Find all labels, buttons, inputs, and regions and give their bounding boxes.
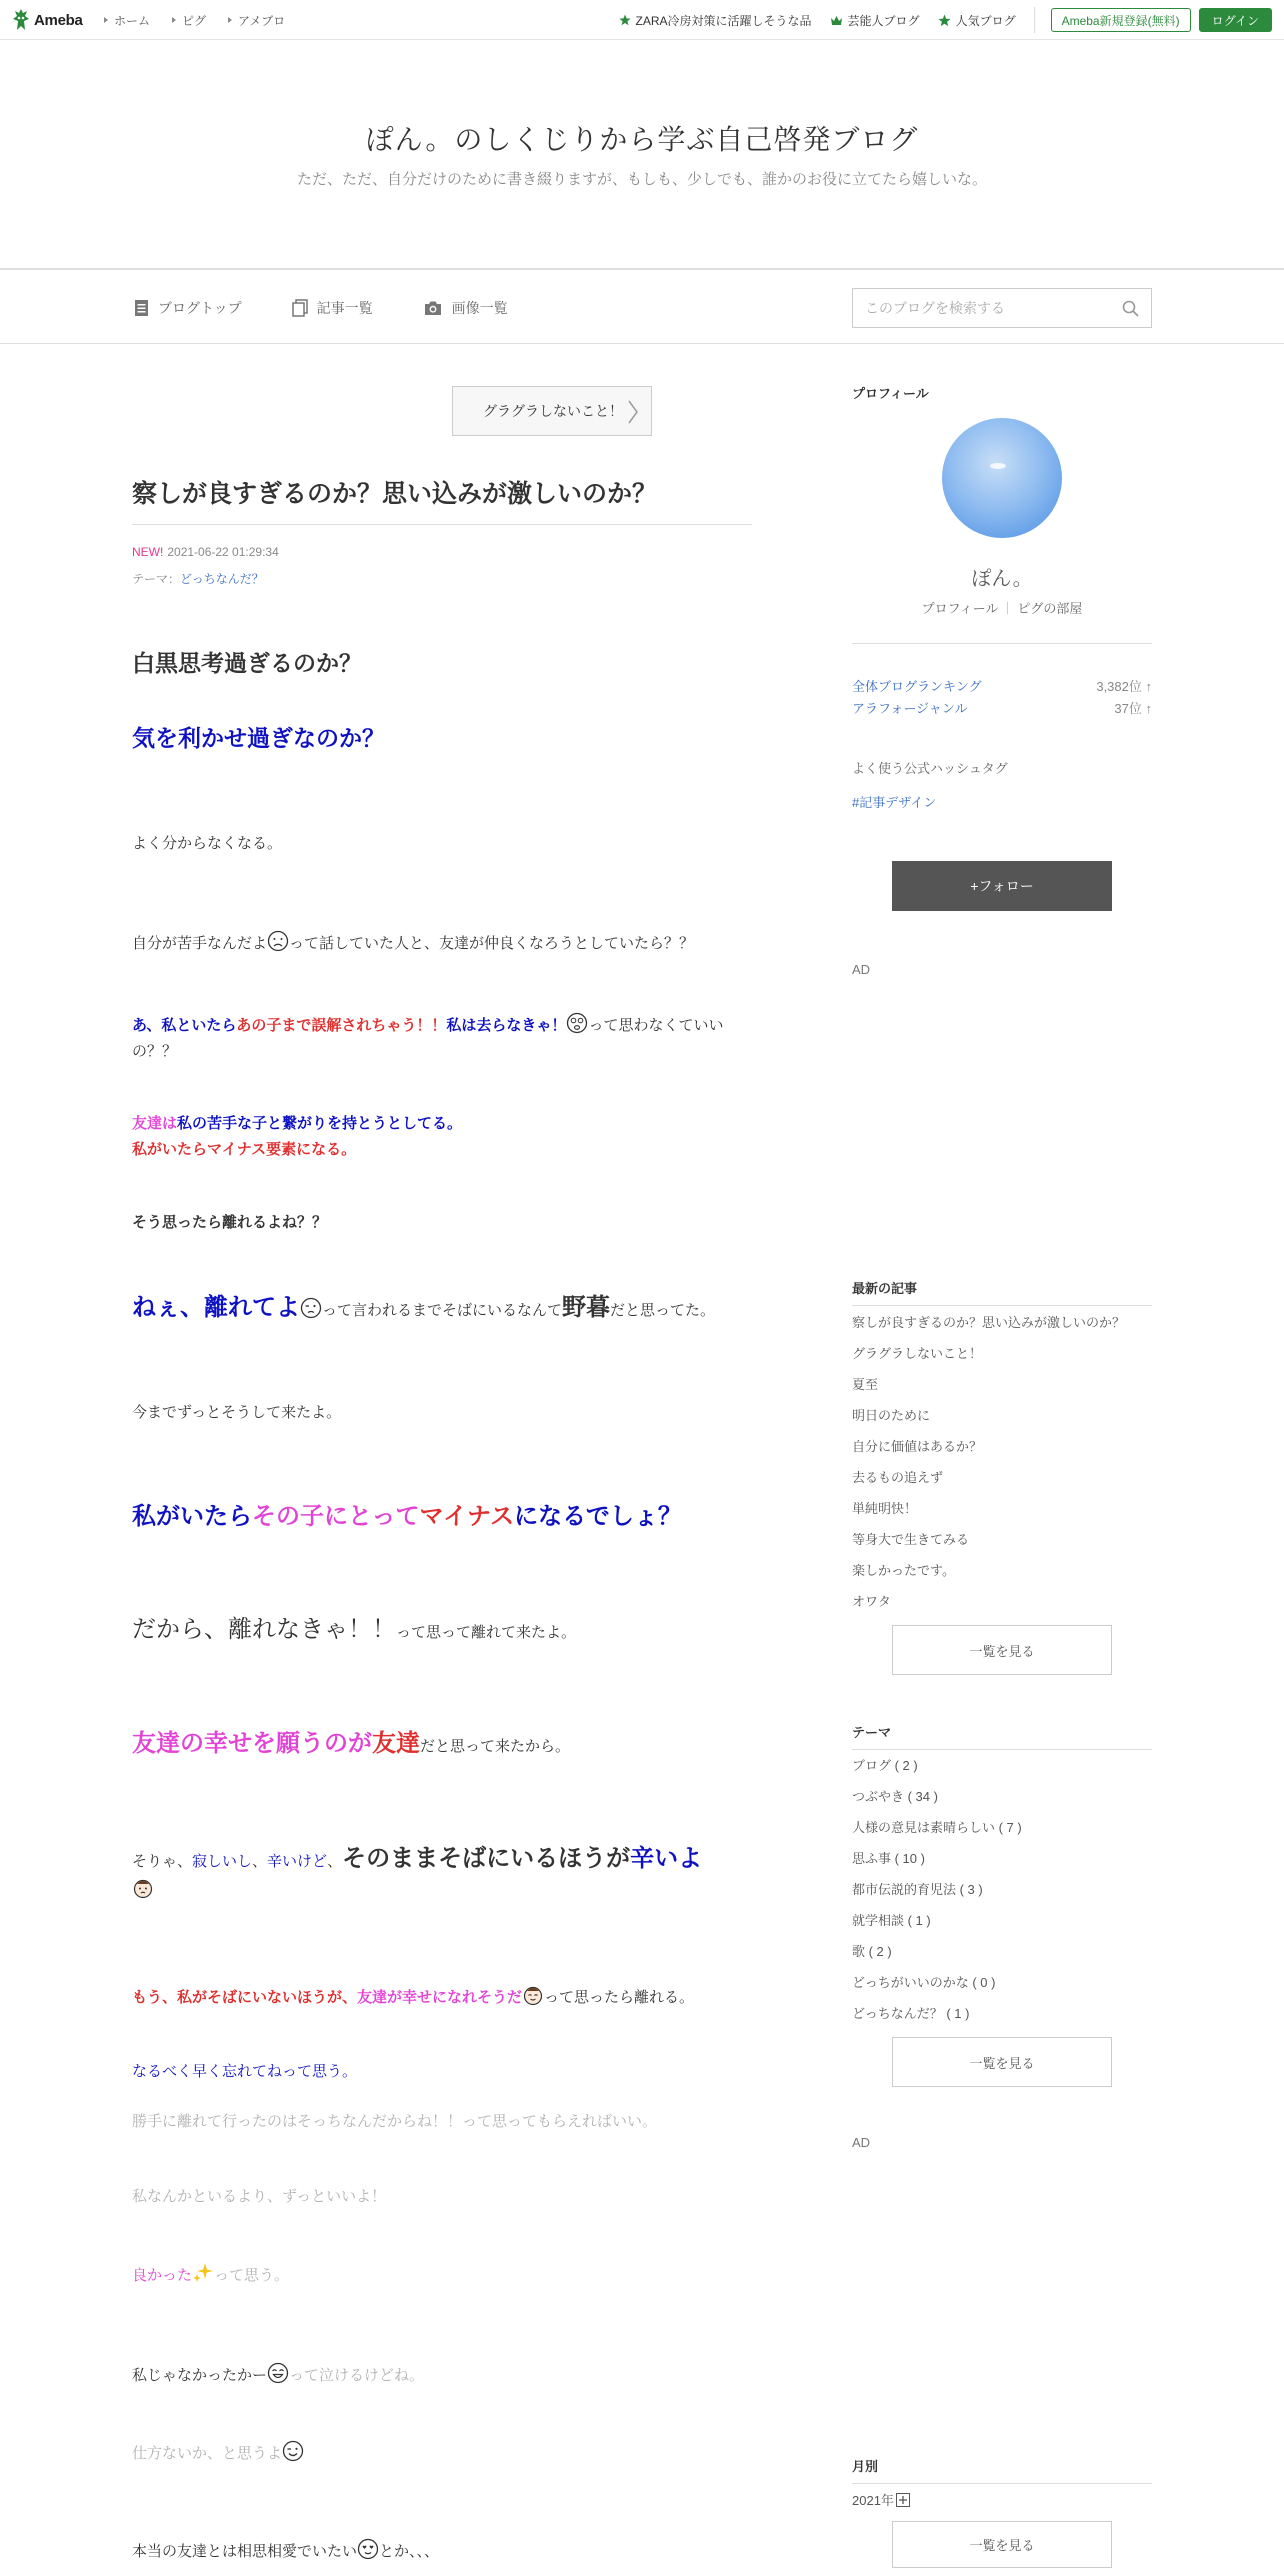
latest-more-button[interactable]: 一覧を見る [892, 1625, 1112, 1675]
text-run: 野暮 [562, 1294, 611, 1321]
text-run: だから、離れなきゃ！！ [132, 1616, 396, 1643]
camera-icon [423, 300, 443, 316]
body-paragraph [132, 1497, 752, 1538]
blog-description: ただ、ただ、自分だけのために書き綴りますが、もしも、少しでも、誰かのお役に立てたら嬉しいな。 [296, 171, 987, 188]
text-run: 私がいたら [132, 1503, 252, 1530]
text-run: その子にとって [252, 1503, 420, 1530]
expand-plus-icon [896, 2493, 910, 2507]
body-paragraph [132, 2440, 752, 2467]
sad-face-icon [267, 930, 289, 952]
text-run: あの子まで誤解されちゃう！！ [236, 1017, 447, 1034]
text-run: って泣けるけどね。 [289, 2367, 425, 2384]
document-icon [134, 299, 149, 317]
text-run: マイナス [419, 1503, 515, 1530]
search-input[interactable] [853, 289, 1113, 327]
ameba-mascot-icon [12, 8, 30, 32]
body-paragraph [132, 1012, 752, 1064]
blog-search [852, 288, 1152, 328]
text-run: って思う。 [214, 2267, 290, 2284]
text-run: になるでしょ？ [514, 1503, 682, 1530]
global-header [0, 0, 1284, 40]
theme-entry[interactable]: 思ふ事 ( 10 ) [852, 1851, 925, 1866]
blog-title[interactable]: ぽん。のしくじりから学ぶ自己啓発ブログ [365, 124, 919, 155]
profile-heading: プロフィール [852, 386, 929, 401]
register-button[interactable]: Ameba新規登録(無料) [1051, 8, 1191, 32]
divider [1007, 602, 1008, 614]
text-run: そりゃ、 [132, 1853, 193, 1870]
post-title[interactable]: 察しが良すぎるのか？思い込みが激しいのか？ [132, 474, 752, 525]
nav-label: ホーム [114, 13, 151, 28]
body-paragraph: 勝手に離れて行ったのはそっちなんだからね！！って思ってもらえればいい。 [132, 2113, 658, 2130]
link-label: ZARA冷房対策に活躍しそうな品 [635, 13, 812, 28]
profile-name[interactable]: ぽん。 [971, 568, 1033, 590]
ranking-row [852, 676, 1152, 695]
text-run: 私の苦手な子と繋がりを持とうとしてる。 [177, 1115, 463, 1132]
body-paragraph: 私なんかといるより、ずっといいよ！ [132, 2188, 387, 2205]
theme-entry[interactable]: 人様の意見は素晴らしい ( 7 ) [852, 1820, 1022, 1835]
body-paragraph [132, 930, 752, 957]
text-run: って話していた人と、友達が仲良くなろうとしていたら？？ [289, 935, 695, 952]
theme-entry[interactable]: つぶやき ( 34 ) [852, 1789, 938, 1804]
latest-entry[interactable]: グラグラしないこと！ [852, 1346, 983, 1361]
nav-blog-top[interactable] [134, 298, 242, 318]
theme-more-button[interactable]: 一覧を見る [892, 2037, 1112, 2087]
chevron-right-icon [627, 399, 639, 425]
text-run: 本当の友達とは相思相愛でいたい [132, 2543, 358, 2560]
theme-entry[interactable]: どっちがいいのかな ( 0 ) [852, 1975, 996, 1990]
body-paragraph: そう思ったら離れるよね？？ [132, 1214, 328, 1231]
profile-link[interactable]: プロフィール [921, 601, 999, 616]
nav-image-list[interactable] [423, 298, 508, 318]
text-run: もう、私がそばにいないほうが、 [132, 1989, 358, 2006]
triangle-icon [228, 17, 232, 23]
ad-label: AD [852, 2135, 871, 2150]
link-celebrity-blog[interactable] [830, 12, 920, 29]
monthly-more-button[interactable]: 一覧を見る [892, 2521, 1112, 2568]
logo-text: Ameba [34, 11, 83, 29]
dizzy-face-icon [566, 1012, 588, 1034]
follow-button[interactable]: +フォロー [892, 861, 1112, 911]
ranking-label[interactable]: 全体ブログランキング [852, 679, 982, 694]
divider [1034, 7, 1035, 33]
theme-prefix: テーマ： [132, 572, 181, 586]
latest-heading: 最新の記事 [852, 1278, 1152, 1306]
text-run: 良かった [132, 2267, 193, 2284]
text-run: って思ったら離れる。 [544, 1989, 695, 2006]
latest-entry[interactable]: 察しが良すぎるのか？思い込みが激しいのか？ [852, 1315, 1126, 1330]
body-paragraph [132, 2262, 752, 2289]
body-paragraph: よく分からなくなる。 [132, 835, 283, 852]
login-button[interactable]: ログイン [1199, 8, 1272, 32]
nav-label: アメブロ [238, 13, 286, 28]
link-trend-item[interactable] [619, 12, 812, 29]
global-nav [104, 0, 285, 40]
post-meta [132, 545, 279, 559]
text-run: 友達 [372, 1730, 420, 1757]
body-paragraph [132, 1984, 752, 2011]
prev-entry-button[interactable] [452, 386, 652, 436]
body-paragraph [132, 1610, 752, 1651]
ranking-value: 37位 ↑ [1114, 701, 1152, 716]
avatar[interactable] [942, 418, 1062, 538]
theme-link[interactable]: どっちなんだ？ [180, 572, 264, 586]
link-label: 芸能人ブログ [847, 13, 920, 28]
theme-heading: テーマ [852, 1722, 1152, 1750]
nav-label: 記事一覧 [316, 300, 373, 316]
text-run: 辛いよ [630, 1845, 703, 1872]
link-popular-blog[interactable] [938, 12, 1016, 29]
sparkle-icon [192, 2262, 214, 2284]
heart-eyes-face-icon [357, 2538, 379, 2560]
latest-entry[interactable]: 楽しかったです。 [852, 1563, 955, 1578]
ameba-logo[interactable] [12, 7, 83, 33]
monthly-heading: 月別 [852, 2456, 1152, 2484]
text-run: だと思ってた。 [610, 1302, 716, 1319]
text-run: 自分が苦手なんだよ [132, 935, 268, 952]
hashtag-link[interactable]: #記事デザイン [852, 795, 937, 810]
header-right [601, 0, 1272, 40]
year-label: 2021年 [852, 2493, 894, 2508]
pages-icon [292, 299, 308, 317]
ranking-label[interactable]: アラフォージャンル [852, 701, 968, 716]
triangle-icon [172, 17, 176, 23]
link-label: 人気ブログ [955, 13, 1016, 28]
new-badge: NEW! [132, 545, 164, 559]
ranking-row [852, 698, 1152, 717]
latest-entry[interactable]: 夏至 [852, 1377, 879, 1392]
body-paragraph [132, 2362, 752, 2389]
text-run: ねぇ、離れてよ [132, 1294, 300, 1321]
text-run: 、 [327, 1853, 343, 1870]
text-run: あ、私といたら [132, 1017, 237, 1034]
text-run: 辛いけど [267, 1853, 328, 1870]
prev-entry-label: グラグラしないこと！ [483, 403, 623, 419]
text-run: 仕方ないか、と思うよ [132, 2445, 283, 2462]
tired-face-icon [300, 1297, 322, 1319]
text-run: 、 [252, 1853, 268, 1870]
body-paragraph [132, 1840, 752, 1902]
post-datetime: 2021-06-22 01:29:34 [167, 545, 279, 559]
nav-label: 画像一覧 [451, 300, 508, 316]
body-heading: 白黒思考過ぎるのか？ [132, 650, 362, 676]
year-toggle[interactable] [852, 2490, 910, 2509]
text-run: って言われるまでそばにいるなんて [322, 1302, 563, 1319]
triangle-icon [104, 17, 108, 23]
text-run: 私がいたらマイナス要素になる。 [132, 1140, 357, 1158]
nav-home[interactable] [104, 12, 150, 29]
blog-subnav [0, 272, 1284, 344]
ad-label: AD [852, 962, 871, 977]
body-paragraph [132, 1724, 752, 1765]
text-run: って思って離れて来たよ。 [396, 1624, 577, 1641]
text-run: 寂しいし [192, 1853, 253, 1870]
theme-entry[interactable]: 歌 ( 2 ) [852, 1944, 892, 1959]
text-run: 友達が幸せになれそうだ [357, 1989, 523, 2006]
nav-entry-list[interactable] [292, 298, 373, 318]
pig-room-link[interactable]: ピグの部屋 [1017, 601, 1083, 616]
avatar-sky-image [942, 418, 1062, 538]
laughing-crying-face-icon [267, 2362, 289, 2384]
nav-label: ピグ [182, 13, 207, 28]
body-paragraph [132, 1288, 752, 1329]
text-run: って思わなくていいの？？ [132, 1017, 724, 1060]
text-run: 私は去らなきゃ！ [446, 1017, 567, 1034]
theme-entry[interactable]: ブログ ( 2 ) [852, 1758, 918, 1773]
latest-entry[interactable]: 自分に価値はあるか？ [852, 1439, 983, 1454]
body-heading: 気を利かせ過ぎなのか？ [132, 725, 385, 751]
text-run: 友達は [132, 1115, 178, 1132]
smiling-face-icon [522, 1984, 544, 2006]
body-paragraph [132, 1111, 752, 1162]
text-run: 友達の幸せを願うのが [132, 1730, 372, 1757]
theme-entry[interactable]: 就学相談 ( 1 ) [852, 1913, 931, 1928]
body-paragraph: なるべく早く忘れてねって思う。 [132, 2063, 358, 2080]
wink-face-icon [282, 2440, 304, 2462]
theme-entry[interactable]: 都市伝説的育児法 ( 3 ) [852, 1882, 983, 1897]
body-paragraph [132, 2538, 752, 2565]
blog-header [0, 40, 1284, 270]
nav-ameblo[interactable] [228, 12, 285, 29]
text-run: そのままそばにいるほうが [342, 1845, 631, 1872]
theme-entry[interactable]: どっちなんだ？ ( 1 ) [852, 2006, 970, 2021]
nav-pig[interactable] [172, 12, 206, 29]
latest-entry[interactable]: 単純明快！ [852, 1501, 918, 1516]
search-icon[interactable] [1122, 300, 1139, 317]
post-theme [132, 570, 264, 587]
latest-entry[interactable]: 等身大で生きてみる [852, 1532, 970, 1547]
crying-face-icon [132, 1877, 154, 1899]
star-icon [938, 14, 951, 27]
nav-label: ブログトップ [158, 300, 242, 316]
latest-entry[interactable]: オワタ [852, 1594, 891, 1609]
text-run: 私じゃなかったかー [132, 2367, 268, 2384]
text-run: とか、、、 [379, 2543, 440, 2560]
latest-entry[interactable]: 去るもの追えず [852, 1470, 944, 1485]
text-run: だと思って来たから。 [420, 1738, 571, 1755]
star-icon [619, 14, 631, 26]
ranking-value: 3,382位 ↑ [1096, 679, 1152, 694]
divider [852, 643, 1152, 644]
crown-icon [830, 15, 843, 26]
body-paragraph: 今までずっとそうして来たよ。 [132, 1404, 342, 1421]
latest-entry[interactable]: 明日のために [852, 1408, 931, 1423]
hashtag-heading: よく使う公式ハッシュタグ [852, 761, 1008, 776]
profile-links [852, 598, 1152, 617]
